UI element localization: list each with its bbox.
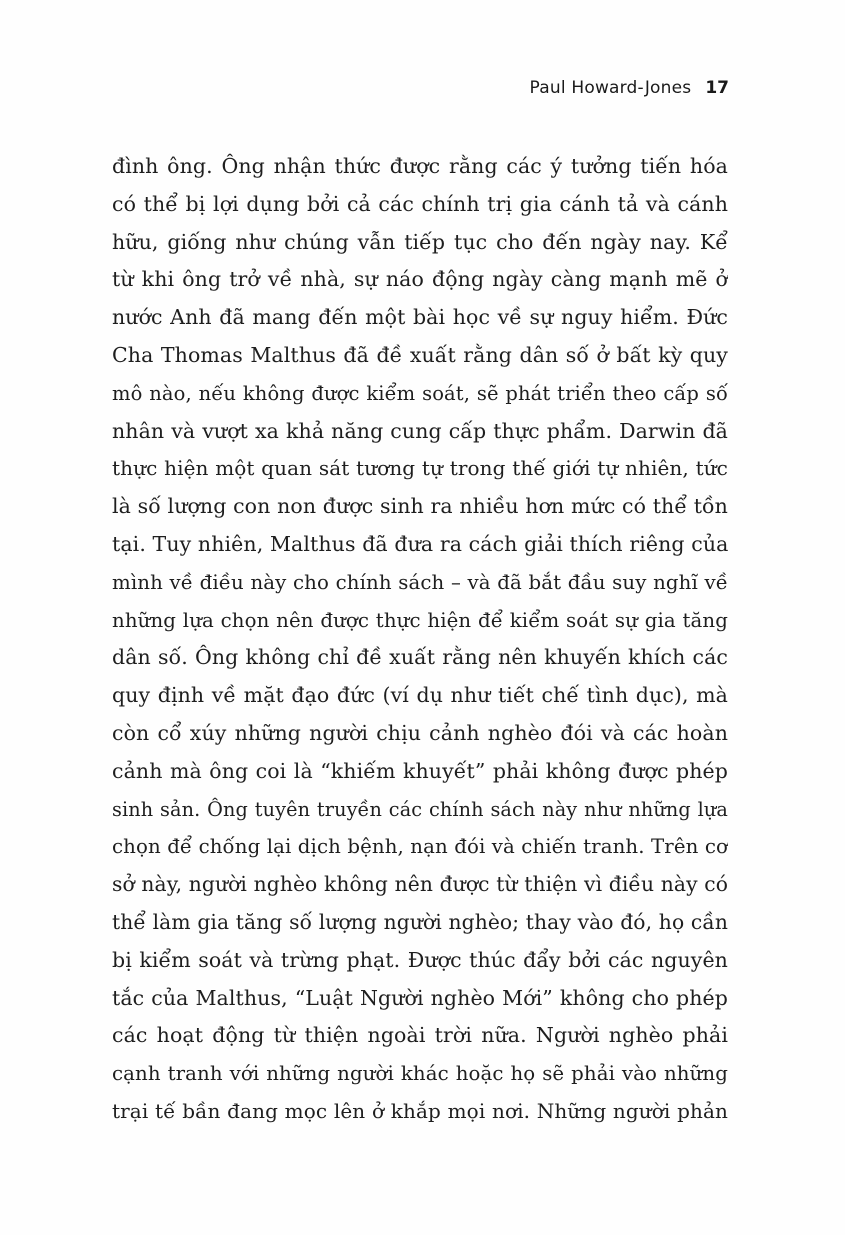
text-line: những lựa chọn nên được thực hiện để kiểm soát sự gia tăng [112, 608, 728, 632]
text-line: các hoạt động từ thiện ngoài trời nữa. Người nghèo phải [112, 1023, 728, 1048]
text-line: dân số. Ông không chỉ đề xuất rằng nên khuyến khích các [112, 645, 728, 670]
running-header [530, 78, 729, 98]
text-line: thể làm gia tăng số lượng người nghèo; thay vào đó, họ cần [112, 909, 728, 934]
text-line: có thể bị lợi dụng bởi cả các chính trị gia cánh tả và cánh [112, 191, 728, 216]
text-line: quy định về mặt đạo đức (ví dụ như tiết chế tình dục), mà [112, 683, 728, 708]
text-line: từ khi ông trở về nhà, sự náo động ngày càng mạnh mẽ ở [112, 267, 728, 292]
page-number: 17 [705, 78, 729, 98]
text-line: là số lượng con non được sinh ra nhiều hơn mức có thể tồn [112, 494, 728, 519]
text-line: nước Anh đã mang đến một bài học về sự nguy hiểm. Đức [112, 305, 728, 330]
text-line: sinh sản. Ông tuyên truyền các chính sách này như những lựa [112, 797, 728, 821]
text-line: tại. Tuy nhiên, Malthus đã đưa ra cách giải thích riêng của [112, 531, 728, 556]
text-line: bị kiểm soát và trừng phạt. Được thúc đẩy bởi các nguyên [112, 947, 728, 972]
text-line: trại tế bần đang mọc lên ở khắp mọi nơi. Những người phản [112, 1098, 728, 1123]
text-line: mô nào, nếu không được kiểm soát, sẽ phát triển theo cấp số [112, 381, 728, 405]
text-line: cạnh tranh với những người khác hoặc họ sẽ phải vào những [112, 1062, 728, 1086]
text-line: đình ông. Ông nhận thức được rằng các ý tưởng tiến hóa [112, 154, 728, 178]
text-line: Cha Thomas Malthus đã đề xuất rằng dân số ở bất kỳ quy [112, 342, 728, 367]
text-line: thực hiện một quan sát tương tự trong thế giới tự nhiên, tức [112, 456, 728, 481]
text-line: chọn để chống lại dịch bệnh, nạn đói và chiến tranh. Trên cơ [112, 835, 728, 859]
text-line: cảnh mà ông coi là “khiếm khuyết” phải không được phép [112, 758, 728, 783]
text-line: sở này, người nghèo không nên được từ thiện vì điều này có [112, 872, 728, 897]
body-paragraph [112, 148, 728, 1131]
text-line: hữu, giống như chúng vẫn tiếp tục cho đến ngày nay. Kể [112, 229, 728, 254]
text-line: còn cổ xúy những người chịu cảnh nghèo đói và các hoàn [112, 720, 728, 745]
header-author: Paul Howard-Jones [529, 78, 692, 98]
text-line: nhân và vượt xa khả năng cung cấp thực phẩm. Darwin đã [112, 418, 728, 443]
text-line: mình về điều này cho chính sách – và đã bắt đầu suy nghĩ về [112, 570, 728, 594]
text-line: tắc của Malthus, “Luật Người nghèo Mới” không cho phép [112, 985, 728, 1010]
